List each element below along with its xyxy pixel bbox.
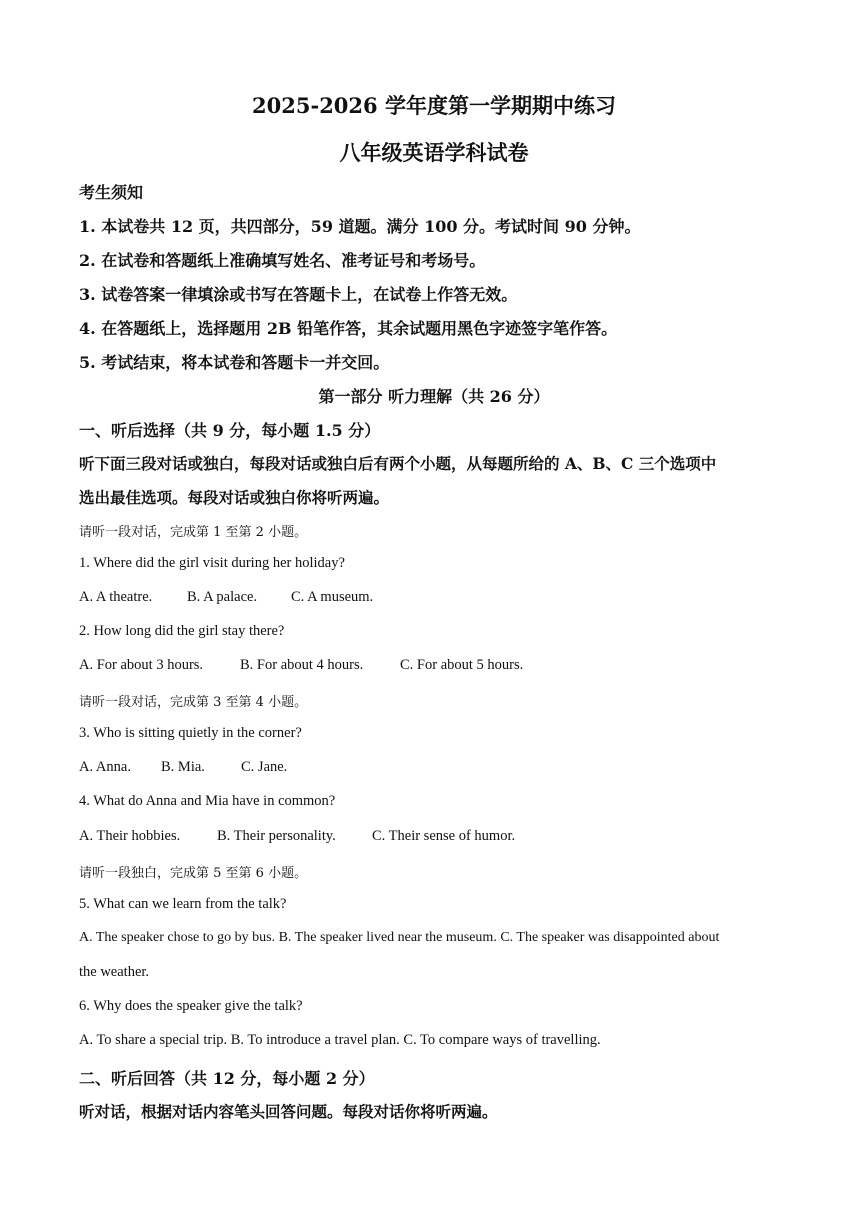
option: B. A palace. <box>187 589 258 605</box>
section-heading: 二、听后回答（共 12 分，每小题 2 分） <box>79 1069 375 1088</box>
question-options <box>79 589 373 606</box>
notice-item: 1. 本试卷共 12 页，共四部分，59 道题。满分 100 分。考试时间 90 分钟。 <box>79 217 641 236</box>
option: A. Anna. <box>79 759 131 775</box>
option: B. For about 4 hours. <box>240 657 364 673</box>
option: A. A theatre. <box>79 589 153 605</box>
question-options <box>79 657 523 674</box>
option: C. Their sense of humor. <box>372 828 516 844</box>
option: C. A museum. <box>291 589 374 605</box>
question: 2. How long did the girl stay there? <box>79 623 285 639</box>
notice-item: 4. 在答题纸上，选择题用 2B 铅笔作答，其余试题用黑色字迹签字笔作答。 <box>79 319 618 338</box>
part-heading: 第一部分 听力理解（共 26 分） <box>318 387 550 406</box>
question: 5. What can we learn from the talk? <box>79 896 287 912</box>
option: A. For about 3 hours. <box>79 657 204 673</box>
question-options: A. To share a special trip. B. To introduce a travel plan. C. To compare ways of travelling. <box>79 1032 601 1048</box>
section-instruction: 选出最佳选项。每段对话或独白你将听两遍。 <box>79 488 390 507</box>
question-options: A. The speaker chose to go by bus. B. The speaker lived near the museum. C. The speaker was disappointed about <box>79 930 720 945</box>
question: 1. Where did the girl visit during her holiday? <box>79 555 345 571</box>
option: B. Their personality. <box>217 828 336 844</box>
notice-item: 5. 考试结束，将本试卷和答题卡一并交回。 <box>79 353 390 372</box>
question-options <box>79 759 287 776</box>
notice-item: 3. 试卷答案一律填涂或书写在答题卡上，在试卷上作答无效。 <box>79 285 518 304</box>
exam-subtitle: 八年级英语学科试卷 <box>339 140 529 165</box>
option: C. For about 5 hours. <box>400 657 524 673</box>
listening-prompt: 请听一段对话，完成第 3 至第 4 小题。 <box>79 695 308 710</box>
question-options: the weather. <box>79 964 150 980</box>
section-heading: 一、听后选择（共 9 分，每小题 1.5 分） <box>79 421 381 440</box>
question-options <box>79 828 515 845</box>
listening-prompt: 请听一段对话，完成第 1 至第 2 小题。 <box>79 525 308 540</box>
option: B. Mia. <box>161 759 205 775</box>
notice-item: 2. 在试卷和答题纸上准确填写姓名、准考证号和考场号。 <box>79 251 486 270</box>
section-instruction: 听下面三段对话或独白，每段对话或独白后有两个小题，从每题所给的 A、B、C 三个选项中 <box>79 454 717 473</box>
section-instruction: 听对话，根据对话内容笔头回答问题。每段对话你将听两遍。 <box>79 1102 498 1121</box>
notice-heading: 考生须知 <box>79 183 144 202</box>
question: 6. Why does the speaker give the talk? <box>79 998 303 1014</box>
question: 4. What do Anna and Mia have in common? <box>79 793 336 809</box>
option: C. Jane. <box>241 759 288 775</box>
exam-title: 2025-2026 学年度第一学期期中练习 <box>252 93 616 118</box>
option: A. Their hobbies. <box>79 828 181 844</box>
question: 3. Who is sitting quietly in the corner? <box>79 725 302 741</box>
listening-prompt: 请听一段独白，完成第 5 至第 6 小题。 <box>79 866 308 881</box>
